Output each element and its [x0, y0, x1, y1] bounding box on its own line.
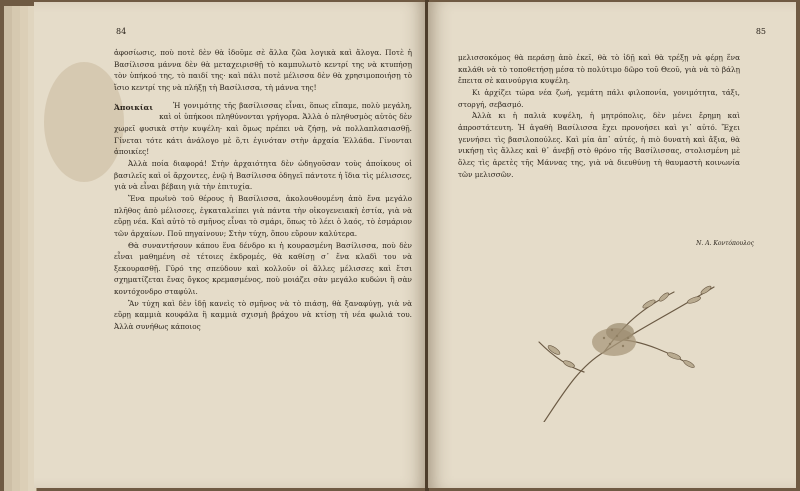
paper-stain: [44, 62, 124, 182]
paragraph: Ἀλλὰ κι ἡ παλιὰ κυψέλη, ἡ μητρόπολις, δὲν μένει ἔρημη καὶ ἀπροστάτευτη. Ἡ ἀγαθὴ Βασίλισσα ἔχει προνοήσει καὶ γι᾿ αὐτό. Ἔχει γεννήσει τὶς βασιλοπούλες. Καὶ μία ἀπ᾿ αὐτές, ἡ πιὸ δυνατὴ καὶ ἄξια, θὰ νικήσῃ τὶς ἄλλες καὶ θ᾿ ἀνεβῇ στὸ θρόνο τῆς Βασίλισσας, στολισμένη μὲ ὅλες τὶς ἀρετὲς τῆς Μάννας της, γιὰ νὰ διευθύνῃ τὴ θαυμαστὴ κοινωνία τῶν μελισσῶν.: [458, 111, 740, 179]
left-page: [34, 2, 426, 488]
paragraph: Ἡ γονιμότης τῆς βασίλισσας εἶναι, ὅπως εἴπαμε, πολὺ μεγάλη, καὶ οἱ ὑπήκοοι πληθύνονται γρήγορα. Ἀλλὰ ὁ πληθυσμὸς αὐτὸς δὲν χωρεῖ φυσικὰ στὴν κυψέλη· καὶ ὅμως πρέπει νὰ ζήσῃ, νὰ πολλαπλασιασθῇ. Γίνεται τότε κάτι ἀνάλογο μὲ ὅ,τι ἐγινόταν στὴν ἀρχαία Ἑλλάδα. Γίνονται ἀποικίες!: [114, 100, 412, 157]
right-page: [428, 2, 796, 488]
paragraph-with-heading: [114, 100, 412, 158]
body-text: [458, 52, 740, 180]
page-number: 84: [116, 27, 127, 36]
paragraph: Ἀλλὰ ποία διαφορά! Στὴν ἀρχαιότητα δὲν ὡδηγοῦσαν τοὺς ἀποίκους οἱ βασιλεῖς καὶ οἱ ἄρχοντες, ἐνῷ ἡ Βασίλισσα ὁδηγεῖ πάντοτε ἡ ἴδια τὶς μέλισσες, γιὰ νὰ εἶναι βέβαιη γιὰ τὴν ἐπιτυχία.: [114, 158, 412, 192]
body-text: [114, 47, 412, 333]
side-heading: Ἀποικίαι: [114, 102, 154, 112]
bee-swarm-branch-illustration: [524, 272, 724, 422]
paragraph: Ἕνα πρωϊνὸ τοῦ θέρους ἡ Βασίλισσα, ἀκολουθουμένη ἀπὸ ἕνα μεγάλο πλῆθος ἀπὸ μέλισσες, ἐγκαταλείπει γιὰ πάντα τὴν οἰκογενειακὴ ἑστία, γιὰ νὰ εὕρῃ νέα. Καὶ αὐτὸ τὸ σμῆνος εἶναι τὸ σμάρι, ὅπως τὸ λέει ὁ λαός, τὸ ἑσμάριον τῶν ἀρχαίων. Ποῦ πηγαίνουν; Στὴν τύχη, ὅπου εὕρουν καλύτερα.: [114, 193, 412, 238]
paragraph: Κι ἀρχίζει τώρα νέα ζωή, γεμάτη πάλι φιλοπονία, γονιμότητα, τάξι, στοργή, σεβασμό.: [458, 87, 740, 109]
paragraph: Θὰ συναντήσουν κάπου ἕνα δένδρο κι ἡ κουρασμένη Βασίλισσα, ποὺ δὲν εἶναι μαθημένη σὲ τέτοιες ἐκδρομές, θὰ καθίσῃ σ᾿ ἕνα κλαδὶ του νὰ ξεκουρασθῇ. Γῦρό της σπεύδουν καὶ κολλοῦν οἱ ἄλλες μέλισσες καὶ ἔτσι σχηματίζεται ἕνας ὄγκος κρεμασμένος, ποὺ μοιάζει σὰν μεγάλο κυδώνι ἢ σὰν κοντόχονδρο σταφύλι.: [114, 240, 412, 297]
paragraph: μελισσοκόμος θὰ περάσῃ ἀπὸ ἐκεῖ, θὰ τὸ ἰδῇ καὶ θὰ τρέξῃ νὰ φέρῃ ἕνα καλάθι νὰ τὸ τοποθετήσῃ μέσα τὸ πολύτιμο δῶρο τοῦ Θεοῦ, γιὰ νὰ τὸ βάλῃ ἔπειτα σὲ καινούργια κυψέλη.: [458, 53, 740, 86]
paragraph: Ἂν τύχη καὶ δὲν ἰδῇ κανεὶς τὸ σμῆνος νὰ τὸ πιάσῃ, θὰ ξαναφύγῃ, γιὰ νὰ εὕρῃ καμμιὰ κουφάλα ἢ καμμιὰ σχισμὴ βράχου νὰ κτίσῃ τὴ νέα φωλιά του. Ἀλλὰ συνήθως κάποιος: [114, 298, 412, 332]
page-number: 85: [755, 27, 766, 36]
author-signature: Ν. Α. Κοντόπουλος: [696, 240, 754, 247]
paragraph: ἀφοσίωσις, ποὺ ποτὲ δὲν θὰ ἰδοῦμε σὲ ἄλλα ζῶα λογικὰ καὶ ἄλογα. Ποτὲ ἡ Βασίλισσα μάννα δὲν θὰ μεταχειρισθῇ τὸ καμπυλωτὸ κεντρί της νὰ κτυπήσῃ τὸν ὑπήκοό της, τὸ παιδί της· καὶ πάλι ποτὲ μέλισσα δὲν θὰ χρησιμοποιήσῃ τὸ ἴσιο κεντρί της νὰ πλήξῃ τὴ Βασίλισσα, τὴ μάννα της!: [114, 48, 412, 92]
